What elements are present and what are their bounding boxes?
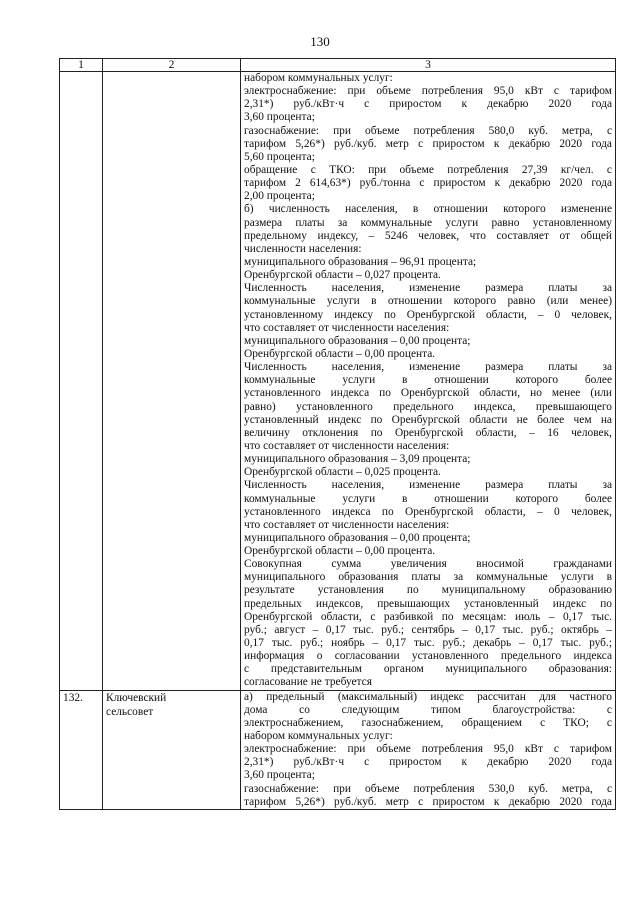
text-line: 5,60 процента; (244, 150, 315, 163)
text-line: Оренбургской области – 0,00 процента. (244, 545, 436, 558)
text-line: электроснабжением, газоснабжением, обращением с ТКО; с (244, 716, 612, 729)
text-line: Оренбургской области – 0,00 процента. (244, 347, 436, 360)
text-line: коммунальные услуги в отношении которого более (244, 492, 612, 505)
row-number-cell (60, 690, 103, 809)
description-cell (241, 690, 616, 809)
text-line: численности населения: (244, 242, 362, 255)
text-line: что составляет от численности населения: (244, 518, 450, 531)
text-line: 0,17 тыс. руб.; ноябрь – 0,17 тыс. руб.; декабрь – 0,17 тыс. руб.; (244, 637, 612, 650)
text-line: Оренбургской области, с разбивкой по месяцам: июль – 0,17 тыс. (244, 610, 612, 623)
text-line: тарифом 2 614,63*) руб./тонна с приростом к декабрю 2020 года (244, 177, 612, 190)
row-number: 132. (63, 691, 83, 704)
text-line: 3,60 процента; (244, 111, 315, 124)
description-cell (241, 72, 616, 691)
text-line: установленному индексу по Оренбургской области, – 0 человек, (244, 308, 612, 321)
text-line: что составляет от численности населения: (244, 439, 450, 452)
text-line: установленного индекса по Оренбургской области, но менее (или (244, 387, 612, 400)
text-line: Численность населения, изменение размера платы за (244, 361, 612, 374)
text-line: муниципального образования – 96,91 процента; (244, 255, 477, 268)
text-line: коммунальные услуги в отношении которого более (244, 374, 612, 387)
text-line: предельному индексу, – 5246 человек, что составляет от общей (244, 229, 612, 242)
text-line: а) предельный (максимальный) индекс рассчитан для частного (244, 690, 612, 703)
municipality-name-line: Ключевский (106, 691, 167, 704)
municipality-cell (103, 690, 241, 809)
text-line: Численность населения, изменение размера платы за (244, 479, 612, 492)
text-line: тарифом 5,26*) руб./куб. метр с приростом к декабрю 2020 года (244, 795, 612, 808)
text-line: газоснабжение: при объеме потребления 580,0 куб. метра, с (244, 124, 612, 137)
text-line: с представительным органом муниципального образования: (244, 663, 612, 676)
header-col-1: 1 (60, 59, 103, 72)
text-line: результате установления по муниципальному образованию (244, 584, 612, 597)
text-line: информация о согласовании установленного предельного индекса (244, 650, 612, 663)
text-line: тарифом 5,26*) руб./куб. метр с приростом к декабрю 2020 года (244, 137, 612, 150)
text-line: 3,60 процента; (244, 769, 315, 782)
text-line: Совокупная сумма увеличения вносимой гражданами (244, 558, 612, 571)
text-line: муниципального образования – 0,00 процента; (244, 531, 471, 544)
text-line: б) численность населения, в отношении которого изменение (244, 203, 612, 216)
text-line: дома со следующим типом благоустройства: с (244, 703, 612, 716)
text-line: электроснабжение: при объеме потребления 95,0 кВт с тарифом (244, 85, 612, 98)
text-line: Численность населения, изменение размера платы за (244, 282, 612, 295)
text-line: муниципального образования платы за коммунальные услуги в (244, 571, 612, 584)
text-line: 2,00 процента; (244, 190, 315, 203)
text-line: электроснабжение: при объеме потребления 95,0 кВт с тарифом (244, 743, 612, 756)
text-line: Оренбургской области – 0,027 процента. (244, 269, 441, 282)
text-line: согласование не требуется (244, 676, 372, 689)
page-number: 130 (310, 34, 330, 49)
text-line: коммунальные услуги в отношении которого равно (или менее) (244, 295, 612, 308)
table-row-132 (60, 690, 616, 809)
text-line: размера платы за коммунальные услуги равно установленному (244, 216, 612, 229)
text-line: набором коммунальных услуг: (244, 730, 393, 743)
table-header-row (60, 59, 616, 72)
text-line: набором коммунальных услуг: (244, 72, 393, 84)
text-line: что составляет от численности населения: (244, 321, 450, 334)
text-line: муниципального образования – 0,00 процента; (244, 334, 471, 347)
header-col-2: 2 (103, 59, 241, 72)
text-line: величину отклонения по Оренбургской области, – 16 человек, (244, 426, 612, 439)
row-number-cell (60, 72, 103, 691)
header-col-3: 3 (241, 59, 616, 72)
text-line: Оренбургской области – 0,025 процента. (244, 466, 441, 479)
municipality-cell (103, 72, 241, 691)
table-row-continuation (60, 72, 616, 691)
document-table (59, 58, 616, 810)
text-line: установленного индекса по Оренбургской области, – 0 человек, (244, 505, 612, 518)
text-line: установленный индекс по Оренбургской области не более чем на (244, 413, 612, 426)
text-line: равно) установленного предельного индекса, превышающего (244, 400, 612, 413)
text-line: 2,31*) руб./кВт·ч с приростом к декабрю 2020 года (244, 98, 612, 111)
text-line: обращение с ТКО: при объеме потребления 27,39 кг/чел. с (244, 163, 612, 176)
text-line: газоснабжение: при объеме потребления 530,0 куб. метра, с (244, 782, 612, 795)
municipality-name-line: сельсовет (106, 705, 154, 718)
text-line: руб.; август – 0,17 тыс. руб.; сентябрь – 0,17 тыс. руб.; октябрь – (244, 623, 612, 636)
text-line: предельных индексов, превышающих установленный индекс по (244, 597, 612, 610)
text-line: 2,31*) руб./кВт·ч с приростом к декабрю 2020 года (244, 756, 612, 769)
text-line: муниципального образования – 3,09 процента; (244, 453, 471, 466)
